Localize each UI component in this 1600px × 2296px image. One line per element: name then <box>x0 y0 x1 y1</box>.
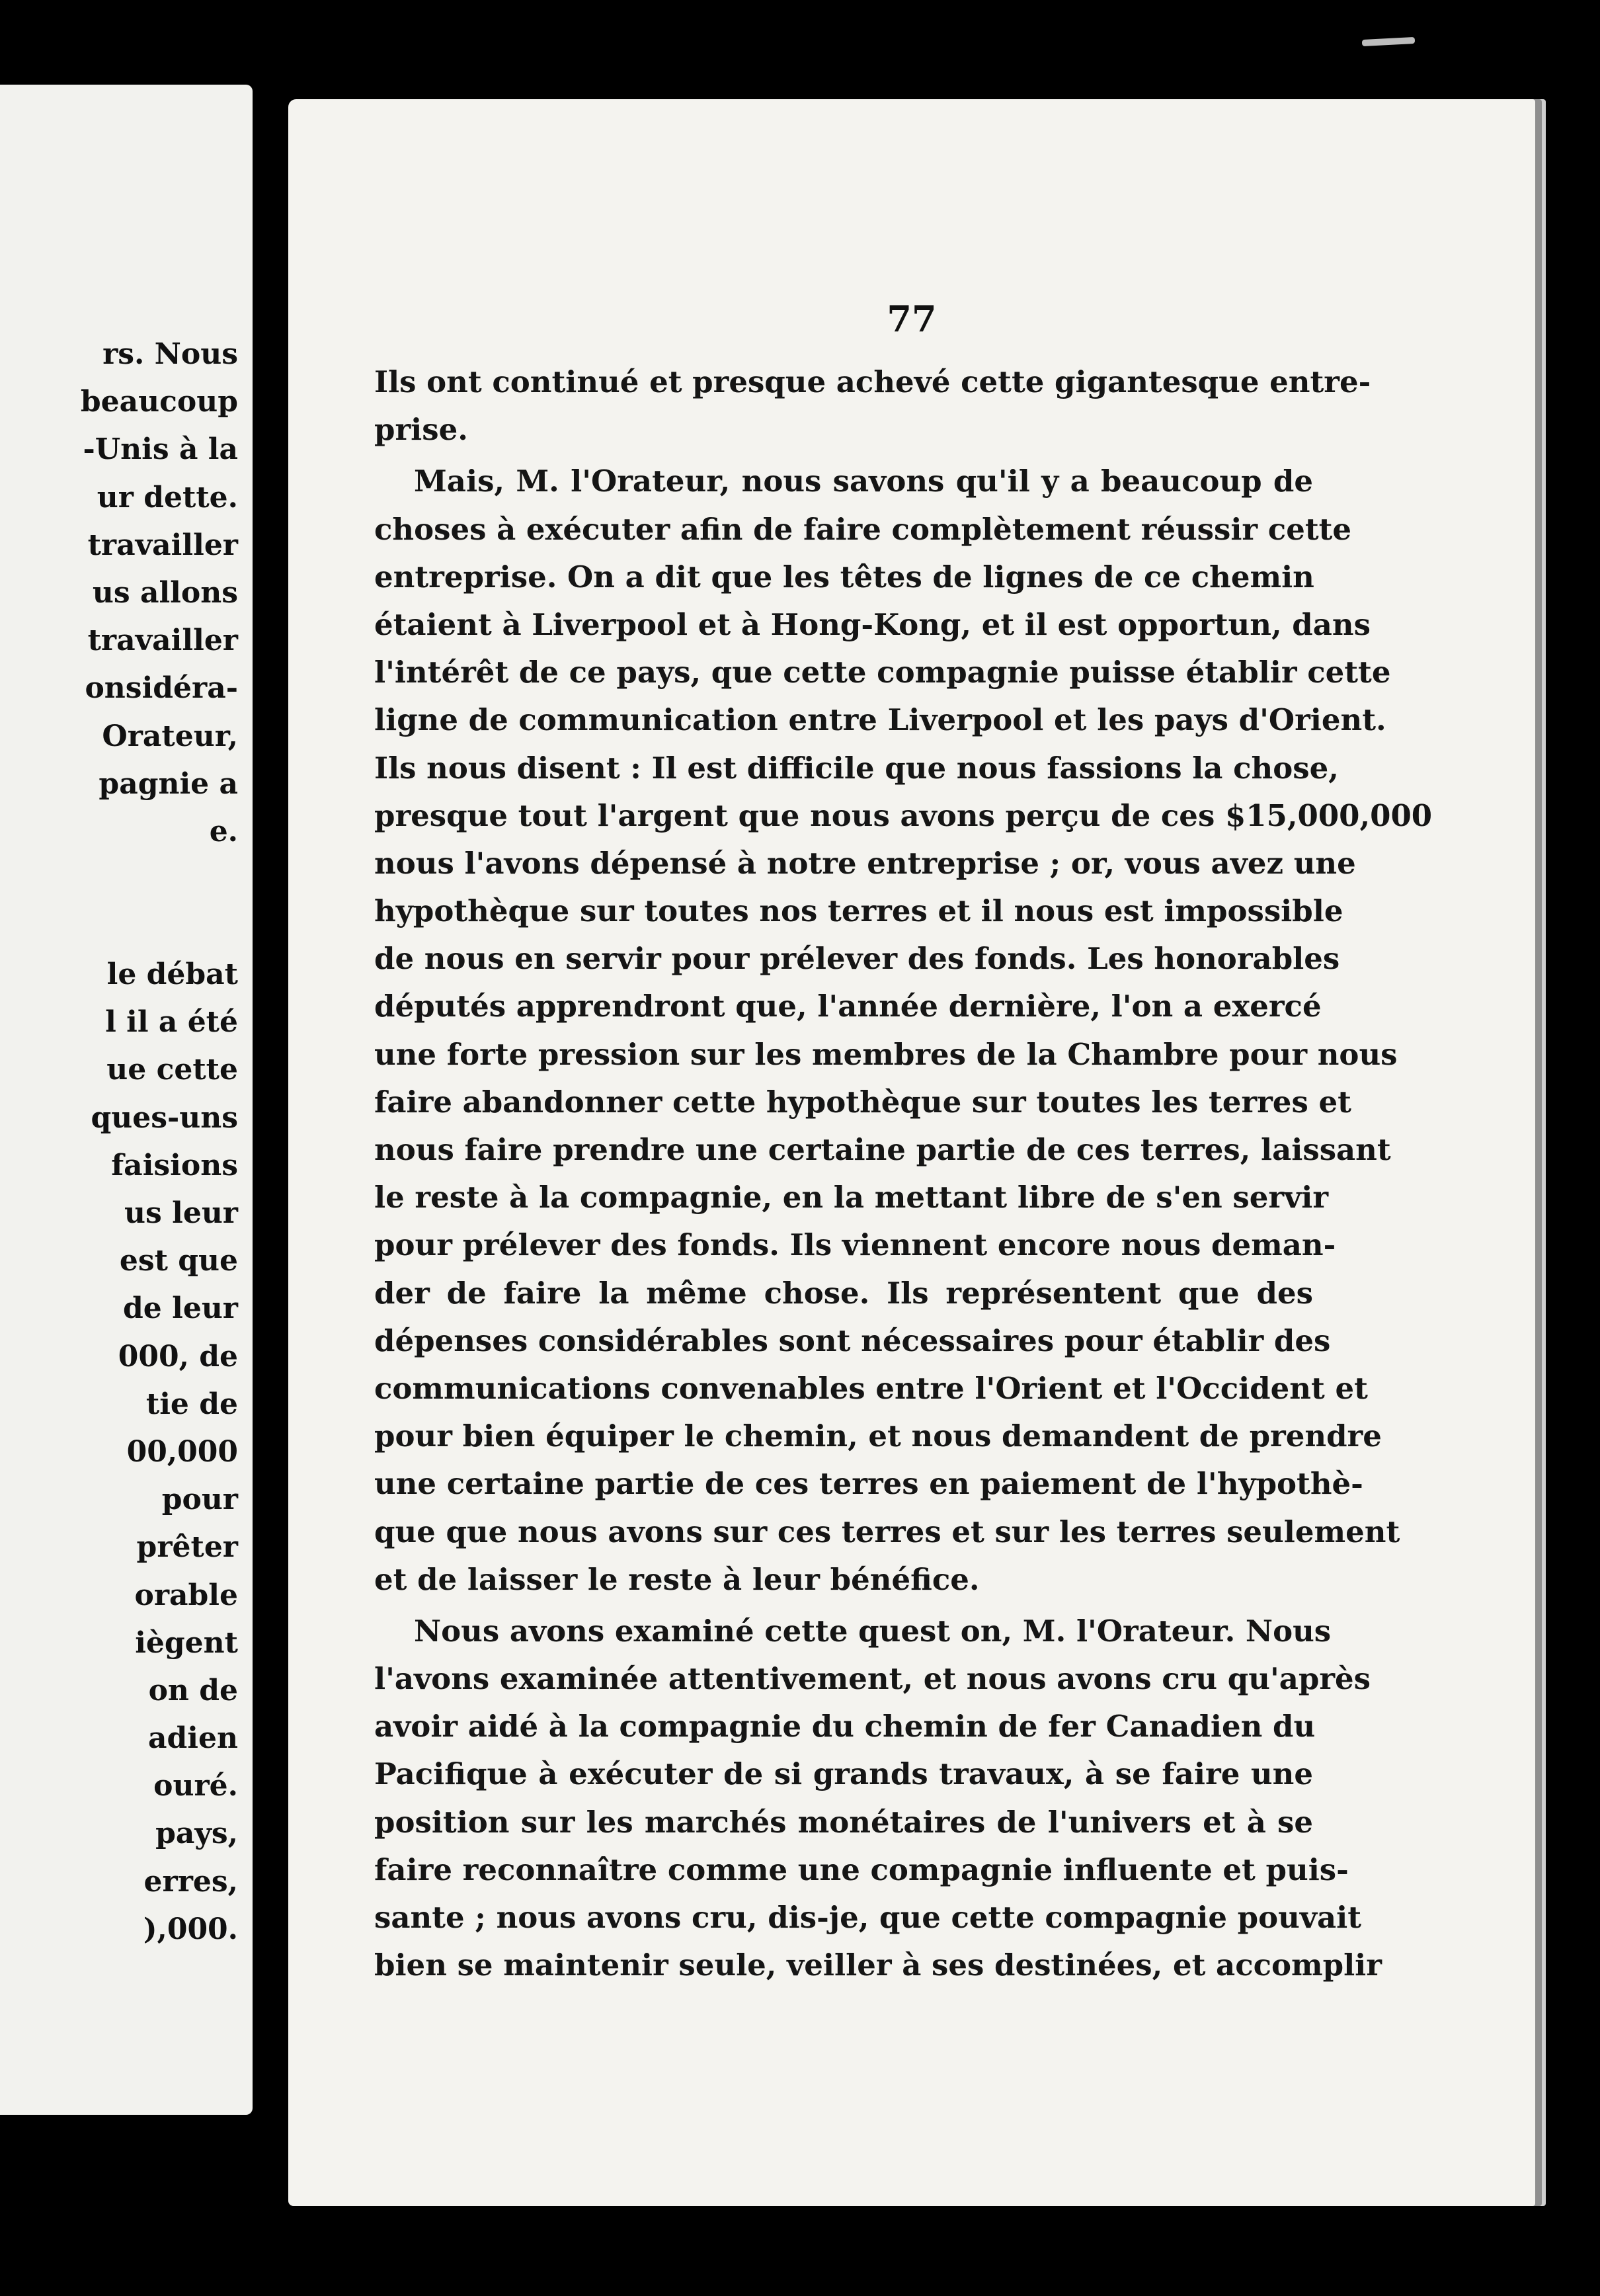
text-line: une forte pression sur les membres de la Chambre pour nous <box>374 1036 1398 1072</box>
previous-page-line: 00,000 <box>126 1434 238 1469</box>
text-line: prise. <box>374 412 468 448</box>
previous-page-line: 000, de <box>118 1339 238 1374</box>
document-page <box>288 99 1535 2206</box>
text-line: choses à exécuter afin de faire complètement réussir cette <box>374 511 1352 547</box>
previous-page-fragment <box>0 85 253 2115</box>
text-line: Ils nous disent : Il est difficile que nous fassions la chose, <box>374 750 1339 786</box>
previous-page-line: -Unis à la <box>83 432 238 467</box>
text-line: position sur les marchés monétaires de l'univers et à se <box>374 1804 1313 1840</box>
previous-page-line: l il a été <box>105 1005 238 1040</box>
previous-page-line: travailler <box>87 624 238 658</box>
paragraph <box>374 358 1371 454</box>
text-line: entreprise. On a dit que les têtes de lignes de ce chemin <box>374 559 1314 594</box>
previous-page-line: beaucoup <box>80 385 238 419</box>
paragraph <box>374 458 1433 1604</box>
text-line: communications convenables entre l'Orient et l'Occident et <box>374 1370 1368 1406</box>
text-line: une certaine partie de ces terres en paiement de l'hypothè- <box>374 1466 1363 1502</box>
text-line: Nous avons examiné cette quest on, M. l'Orateur. Nous <box>414 1613 1332 1649</box>
text-line: étaient à Liverpool et à Hong-Kong, et il est opportun, dans <box>374 606 1371 642</box>
previous-page-line: de leur <box>123 1292 238 1326</box>
scanner-mark <box>1362 37 1415 46</box>
text-line: députés apprendront que, l'année dernière, l'on a exercé <box>374 989 1322 1024</box>
text-line: Pacifique à exécuter de si grands travaux, à se faire une <box>374 1756 1313 1792</box>
text-line: que que nous avons sur ces terres et sur les terres seulement <box>374 1514 1400 1549</box>
previous-page-line: pagnie a <box>99 766 238 801</box>
text-line: dépenses considérables sont nécessaires pour établir des <box>374 1323 1331 1358</box>
previous-page-line: erres, <box>143 1864 238 1899</box>
text-line: le reste à la compagnie, en la mettant libre de s'en servir <box>374 1180 1329 1215</box>
text-line: presque tout l'argent que nous avons perçu de ces $15,000,000 <box>374 798 1433 833</box>
previous-page-line: us allons <box>92 575 238 610</box>
previous-page-line: tie de <box>145 1387 238 1421</box>
text-line: pour prélever des fonds. Ils viennent encore nous deman- <box>374 1227 1336 1263</box>
previous-page-line: on de <box>148 1673 238 1707</box>
previous-page-line: faisions <box>111 1148 238 1182</box>
previous-page-line: pays, <box>155 1817 238 1851</box>
text-line: hypothèque sur toutes nos terres et il nous est impossible <box>374 893 1343 929</box>
previous-page-line <box>81 856 238 951</box>
paragraph <box>374 1608 1382 1990</box>
text-line: faire reconnaître comme une compagnie influente et puis- <box>374 1852 1349 1887</box>
previous-page-line: orable <box>134 1578 238 1612</box>
previous-page-line: adien <box>148 1721 238 1756</box>
previous-page-line: ques-uns <box>91 1100 238 1135</box>
previous-page-line: e. <box>209 814 238 848</box>
text-line: de nous en servir pour prélever des fonds. Les honorables <box>374 941 1340 977</box>
text-line: Ils ont continué et presque achevé cette gigantesque entre- <box>374 364 1371 399</box>
text-line: l'avons examinée attentivement, et nous avons cru qu'après <box>374 1661 1371 1697</box>
text-line: Mais, M. l'Orateur, nous savons qu'il y a beaucoup de <box>414 464 1313 499</box>
previous-page-line: est que <box>119 1244 238 1278</box>
previous-page-line: Orateur, <box>102 719 238 753</box>
previous-page-line: onsidéra- <box>85 671 238 706</box>
text-line: sante ; nous avons cru, dis-je, que cette compagnie pouvait <box>374 1900 1362 1935</box>
previous-page-line: ),000. <box>143 1912 238 1946</box>
previous-page-line: prêter <box>136 1530 238 1565</box>
text-line: l'intérêt de ce pays, que cette compagnie puisse établir cette <box>374 655 1391 690</box>
previous-page-line: pour <box>161 1483 238 1517</box>
text-line: et de laisser le reste à leur bénéfice. <box>374 1561 980 1597</box>
page-body-text <box>374 358 1433 1989</box>
text-line: pour bien équiper le chemin, et nous demandent de prendre <box>374 1418 1382 1454</box>
previous-page-text <box>81 331 238 1953</box>
text-line: ligne de communication entre Liverpool et les pays d'Orient. <box>374 702 1386 738</box>
text-line: der de faire la même chose. Ils représentent que des <box>374 1275 1313 1311</box>
previous-page-line: rs. Nous <box>102 337 238 371</box>
text-line: nous faire prendre une certaine partie de ces terres, laissant <box>374 1132 1391 1167</box>
text-line: avoir aidé à la compagnie du chemin de fer Canadien du <box>374 1709 1316 1744</box>
previous-page-line: le débat <box>106 958 238 992</box>
text-line: bien se maintenir seule, veiller à ses destinées, et accomplir <box>374 1948 1382 1983</box>
previous-page-line: travailler <box>87 528 238 562</box>
previous-page-line: iègent <box>135 1625 238 1660</box>
previous-page-line: ouré. <box>153 1769 238 1803</box>
previous-page-line: ue cette <box>106 1053 238 1087</box>
text-line: faire abandonner cette hypothèque sur toutes les terres et <box>374 1084 1351 1120</box>
page-number: 77 <box>887 298 937 340</box>
text-line: nous l'avons dépensé à notre entreprise ; or, vous avez une <box>374 845 1356 881</box>
previous-page-line: ur dette. <box>97 480 238 514</box>
previous-page-line: us leur <box>124 1196 238 1230</box>
